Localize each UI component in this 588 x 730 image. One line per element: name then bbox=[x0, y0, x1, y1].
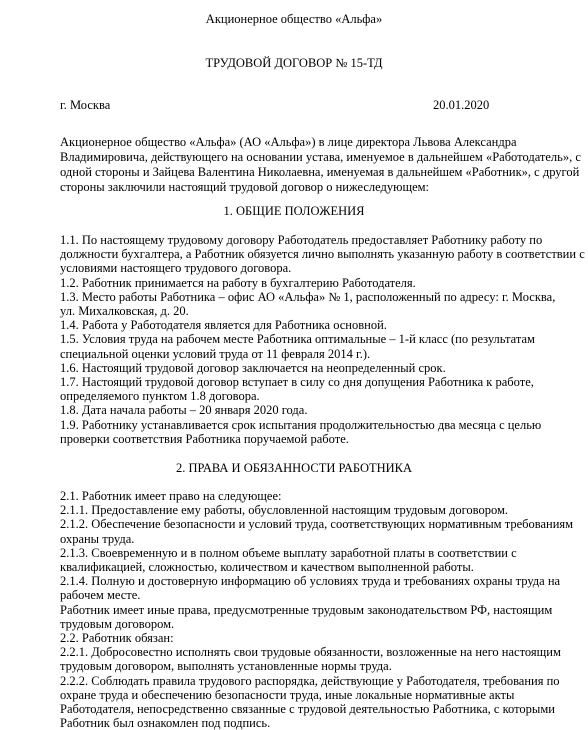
intro-line: стороны заключили настоящий трудовой договор о нижеследующем: bbox=[60, 180, 430, 194]
clause-line: 2.1. Работник имеет право на следующее: bbox=[60, 489, 282, 503]
clause-line: 2.2.1. Добросовестно исполнять свои трудовые обязанности, возложенные на него настоящим bbox=[60, 645, 561, 660]
section-2-clauses bbox=[60, 489, 580, 730]
intro-line: одной стороны и Зайцева Валентина Николаевна, именуемая в дальнейшем «Работник», с другой bbox=[60, 165, 580, 179]
clause-line: проверки соответствия Работника поручаемой работе. bbox=[60, 431, 349, 446]
contract-date: 20.01.2020 bbox=[433, 98, 490, 112]
clause-line: Работник был ознакомлен под подпись. bbox=[60, 716, 271, 730]
clause-line: 2.1.2. Обеспечение безопасности и условий труда, соответствующих нормативным требованиям bbox=[60, 517, 574, 532]
clause-line: 1.4. Работа у Работодателя является для Работника основной. bbox=[60, 318, 387, 333]
contract-city: г. Москва bbox=[60, 98, 111, 112]
clause-line: трудовым договором. bbox=[60, 616, 175, 631]
clause-line: ул. Михалковская, д. 20. bbox=[60, 304, 189, 319]
document-title: ТРУДОВОЙ ДОГОВОР № 15-ТД bbox=[205, 56, 383, 70]
clause-line: 1.5. Условия труда на рабочем месте Работника оптимальные – 1-й класс (по результатам bbox=[60, 332, 535, 347]
clause-line: Работодателя, непосредственно связанные с трудовой деятельностью Работника, с которыми bbox=[60, 702, 555, 717]
intro-line: Акционерное общество «Альфа» (АО «Альфа») в лице директора Львова Александра bbox=[60, 135, 517, 149]
clause-line: охраны труда. bbox=[60, 531, 135, 546]
clause-line: 2.1.4. Полную и достоверную информацию об условиях труда и требованиях охраны труда на bbox=[60, 574, 561, 589]
clause-line: определяемого пунктом 1.8 договора. bbox=[60, 389, 260, 404]
intro-paragraph bbox=[60, 135, 580, 195]
section-1-heading: 1. ОБЩИЕ ПОЛОЖЕНИЯ bbox=[223, 204, 365, 218]
clause-line: 2.1.3. Своевременную и в полном объеме выплату заработной платы в соответствии с bbox=[60, 545, 517, 560]
section-1-clauses bbox=[60, 233, 585, 446]
clause-line: условиями настоящего трудового договора. bbox=[60, 261, 292, 276]
section-2-heading: 2. ПРАВА И ОБЯЗАННОСТИ РАБОТНИКА bbox=[175, 461, 413, 475]
clause-line: рабочем месте. bbox=[60, 588, 141, 603]
clause-line: 1.7. Настоящий трудовой договор вступает в силу со дня допущения Работника к работе, bbox=[60, 375, 534, 390]
clause-line: 1.6. Настоящий трудовой договор заключается на неопределенный срок. bbox=[60, 360, 446, 375]
clause-line: должности бухгалтера, а Работник обязуется лично выполнять указанную работу в соответствии с bbox=[60, 247, 585, 262]
clause-line: квалификацией, сложностью, количеством и качеством выполненной работы. bbox=[60, 560, 474, 575]
intro-line: Владимировича, действующего на основании устава, именуемое в дальнейшем «Работодатель», с bbox=[60, 150, 581, 164]
clause-line: охране труда и обеспечению безопасности труда, иные локальные нормативные акты bbox=[60, 687, 515, 702]
clause-line: трудовым договором, выполнять установленные нормы труда. bbox=[60, 659, 392, 674]
clause-line: 1.1. По настоящему трудовому договору Работодатель предоставляет Работнику работу по bbox=[60, 233, 543, 247]
clause-line: 2.1.1. Предоставление ему работы, обусловленной настоящим трудовым договором. bbox=[60, 503, 509, 518]
clause-line: специальной оценки условий труда от 11 февраля 2014 г.). bbox=[60, 346, 371, 361]
clause-line: 1.9. Работнику устанавливается срок испытания продолжительностью два месяца с целью bbox=[60, 417, 542, 432]
clause-line: 1.3. Место работы Работника – офис АО «Альфа» № 1, расположенный по адресу: г. Москва, bbox=[60, 289, 556, 304]
company-name: Акционерное общество «Альфа» bbox=[205, 12, 383, 26]
clause-line: Работник имеет иные права, предусмотренные трудовым законодательством РФ, настоящим bbox=[60, 602, 553, 617]
clause-line: 2.2.2. Соблюдать правила трудового распорядка, действующие у Работодателя, требования по bbox=[60, 673, 560, 688]
clause-line: 1.8. Дата начала работы – 20 января 2020 года. bbox=[60, 403, 308, 418]
clause-line: 2.2. Работник обязан: bbox=[60, 631, 174, 646]
clause-line: 1.2. Работник принимается на работу в бухгалтерию Работодателя. bbox=[60, 275, 416, 290]
